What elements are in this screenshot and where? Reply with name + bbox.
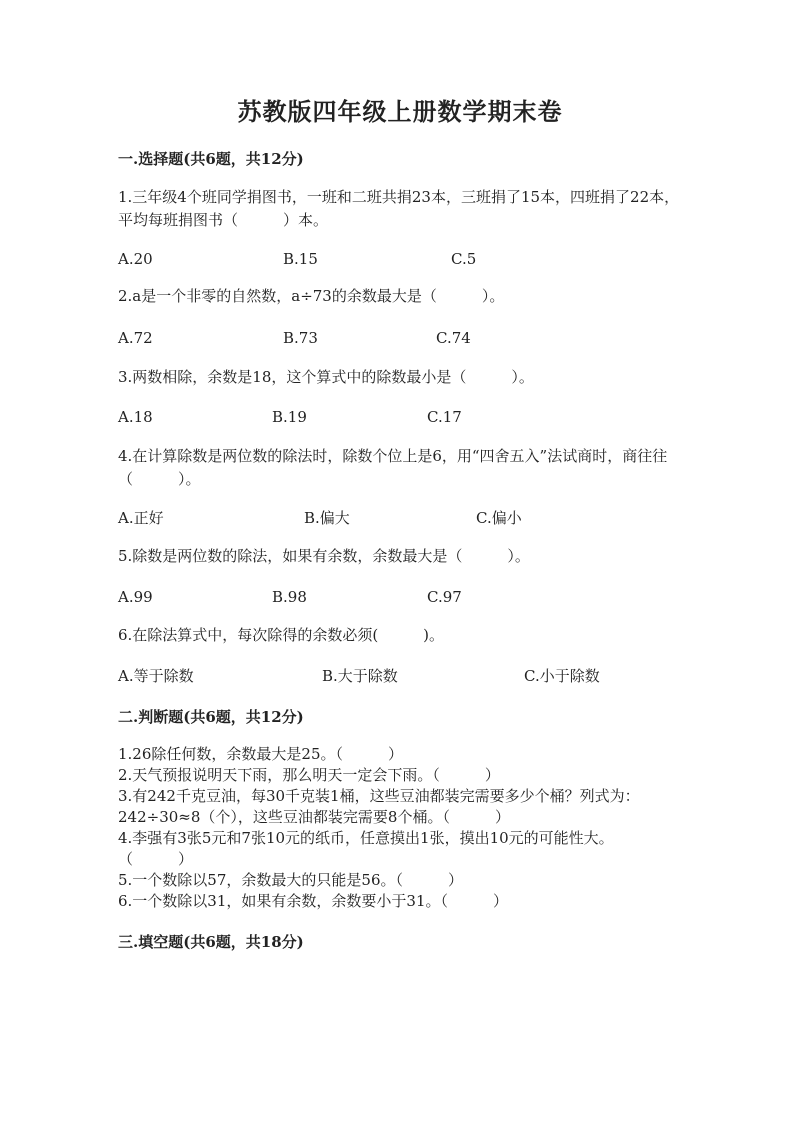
choice-question-5: 5.除数是两位数的除法，如果有余数，余数最大是（ ）。 (118, 547, 530, 565)
page-title: 苏教版四年级上册数学期末卷 (237, 97, 563, 126)
choice-1-option-c: C.5 (451, 250, 477, 268)
choice-6-option-a: A.等于除数 (118, 667, 194, 685)
choice-4-option-a: A.正好 (118, 509, 164, 527)
section-heading-choice: 一.选择题(共6题，共12分) (118, 150, 304, 168)
choice-5-option-b: B.98 (272, 588, 307, 606)
choice-question-3: 3.两数相除，余数是18，这个算式中的除数最小是（ ）。 (118, 368, 534, 386)
choice-3-option-c: C.17 (427, 408, 462, 426)
choice-5-option-a: A.99 (118, 588, 153, 606)
section-heading-fill: 三.填空题(共6题，共18分) (118, 933, 304, 951)
choice-5-option-c: C.97 (427, 588, 462, 606)
choice-4-option-b: B.偏大 (304, 509, 350, 527)
choice-question-4: 4.在计算除数是两位数的除法时，除数个位上是6，用“四舍五入”法试商时，商往往（ ）。 (118, 447, 668, 488)
choice-2-option-a: A.72 (118, 329, 153, 347)
choice-question-2: 2.a是一个非零的自然数，a÷73的余数最大是（ ）。 (118, 287, 505, 305)
judge-question-6: 6.一个数除以31，如果有余数，余数要小于31。（ ） (118, 892, 508, 910)
judge-question-2: 2.天气预报说明天下雨，那么明天一定会下雨。（ ） (118, 766, 500, 784)
choice-4-option-c: C.偏小 (476, 509, 522, 527)
choice-question-6: 6.在除法算式中，每次除得的余数必须( )。 (118, 626, 445, 644)
judge-question-5: 5.一个数除以57，余数最大的只能是56。（ ） (118, 871, 463, 889)
choice-3-option-b: B.19 (272, 408, 307, 426)
judge-question-1: 1.26除任何数，余数最大是25。（ ） (118, 745, 403, 763)
choice-question-1: 1.三年级4个班同学捐图书，一班和二班共捐23本，三班捐了15本，四班捐了22本，平均每班捐图书（ ）本。 (118, 188, 680, 229)
section-heading-judge: 二.判断题(共6题，共12分) (118, 708, 304, 726)
choice-2-option-b: B.73 (283, 329, 318, 347)
choice-2-option-c: C.74 (436, 329, 471, 347)
choice-6-option-b: B.大于除数 (322, 667, 398, 685)
judge-question-4: 4.李强有3张5元和7张10元的纸币，任意摸出1张，摸出10元的可能性大。 （ ） (118, 829, 637, 868)
choice-1-option-b: B.15 (283, 250, 318, 268)
choice-6-option-c: C.小于除数 (524, 667, 600, 685)
judge-question-3: 3.有242千克豆油，每30千克装1桶，这些豆油都装完需要多少个桶？列式为：242÷30≈8（个），这些豆油都装完需要8个桶。（ ） (118, 787, 640, 826)
choice-1-option-a: A.20 (118, 250, 153, 268)
choice-3-option-a: A.18 (118, 408, 153, 426)
